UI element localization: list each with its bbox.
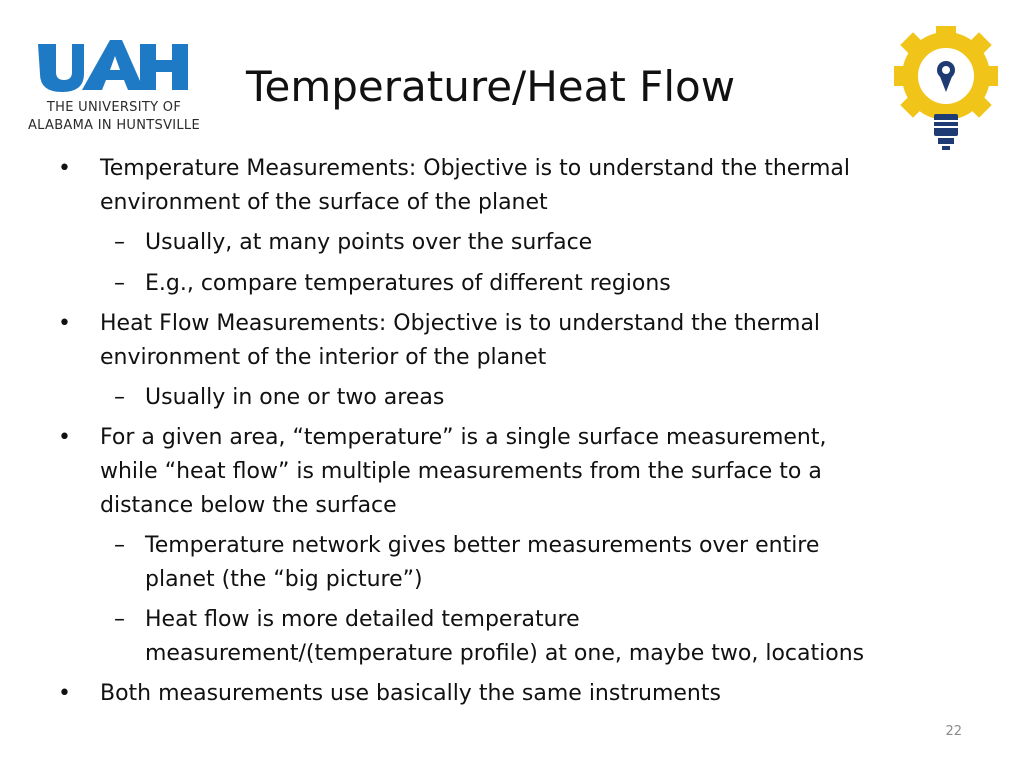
bullet-line: while “heat flow” is multiple measurements from the surface to a [100, 459, 822, 484]
page-number: 22 [945, 724, 962, 739]
bullet-marker: • [58, 681, 71, 706]
bullet-marker: • [58, 425, 71, 450]
dash-marker: – [114, 271, 125, 296]
sub-bullet-item [56, 267, 976, 301]
gear-lightbulb-icon [890, 26, 1002, 156]
sub-bullet-line: Usually in one or two areas [145, 385, 445, 410]
bullet-item [56, 421, 976, 523]
bullet-item [56, 152, 976, 220]
sub-bullet-item [56, 226, 976, 260]
logo-text-line2: ALABAMA IN HUNTSVILLE [27, 118, 200, 133]
dash-marker: – [114, 533, 125, 558]
sub-bullet-line: measurement/(temperature profile) at one, maybe two, locations [145, 641, 865, 666]
bullet-line: environment of the interior of the planet [100, 345, 547, 370]
bullet-line: For a given area, “temperature” is a single surface measurement, [100, 425, 827, 450]
bullet-line: distance below the surface [100, 493, 397, 518]
bullet-item [56, 307, 976, 375]
bullet-marker: • [58, 311, 71, 336]
uah-logo-icon [32, 38, 196, 96]
logo-text-line1: THE UNIVERSITY OF [46, 100, 182, 115]
sub-bullet-item [56, 603, 976, 671]
sub-bullet-item [56, 529, 976, 597]
bullet-line: Temperature Measurements: Objective is to understand the thermal [100, 156, 850, 181]
university-logo [8, 38, 220, 138]
slide-body [56, 152, 976, 711]
sub-bullet-item [56, 381, 976, 415]
sub-bullet-line: Usually, at many points over the surface [145, 230, 593, 255]
bullet-marker: • [58, 156, 71, 181]
dash-marker: – [114, 607, 125, 632]
sub-bullet-line: E.g., compare temperatures of different regions [145, 271, 671, 296]
sub-bullet-line: planet (the “big picture”) [145, 567, 423, 592]
sub-bullet-line: Heat flow is more detailed temperature [145, 607, 580, 632]
dash-marker: – [114, 385, 125, 410]
bullet-line: environment of the surface of the planet [100, 190, 548, 215]
sub-bullet-line: Temperature network gives better measurements over entire [145, 533, 820, 558]
bullet-line: Heat Flow Measurements: Objective is to understand the thermal [100, 311, 821, 336]
dash-marker: – [114, 230, 125, 255]
slide-title: Temperature/Heat Flow [246, 62, 736, 111]
bullet-line: Both measurements use basically the same instruments [100, 681, 721, 706]
bullet-item [56, 677, 976, 711]
